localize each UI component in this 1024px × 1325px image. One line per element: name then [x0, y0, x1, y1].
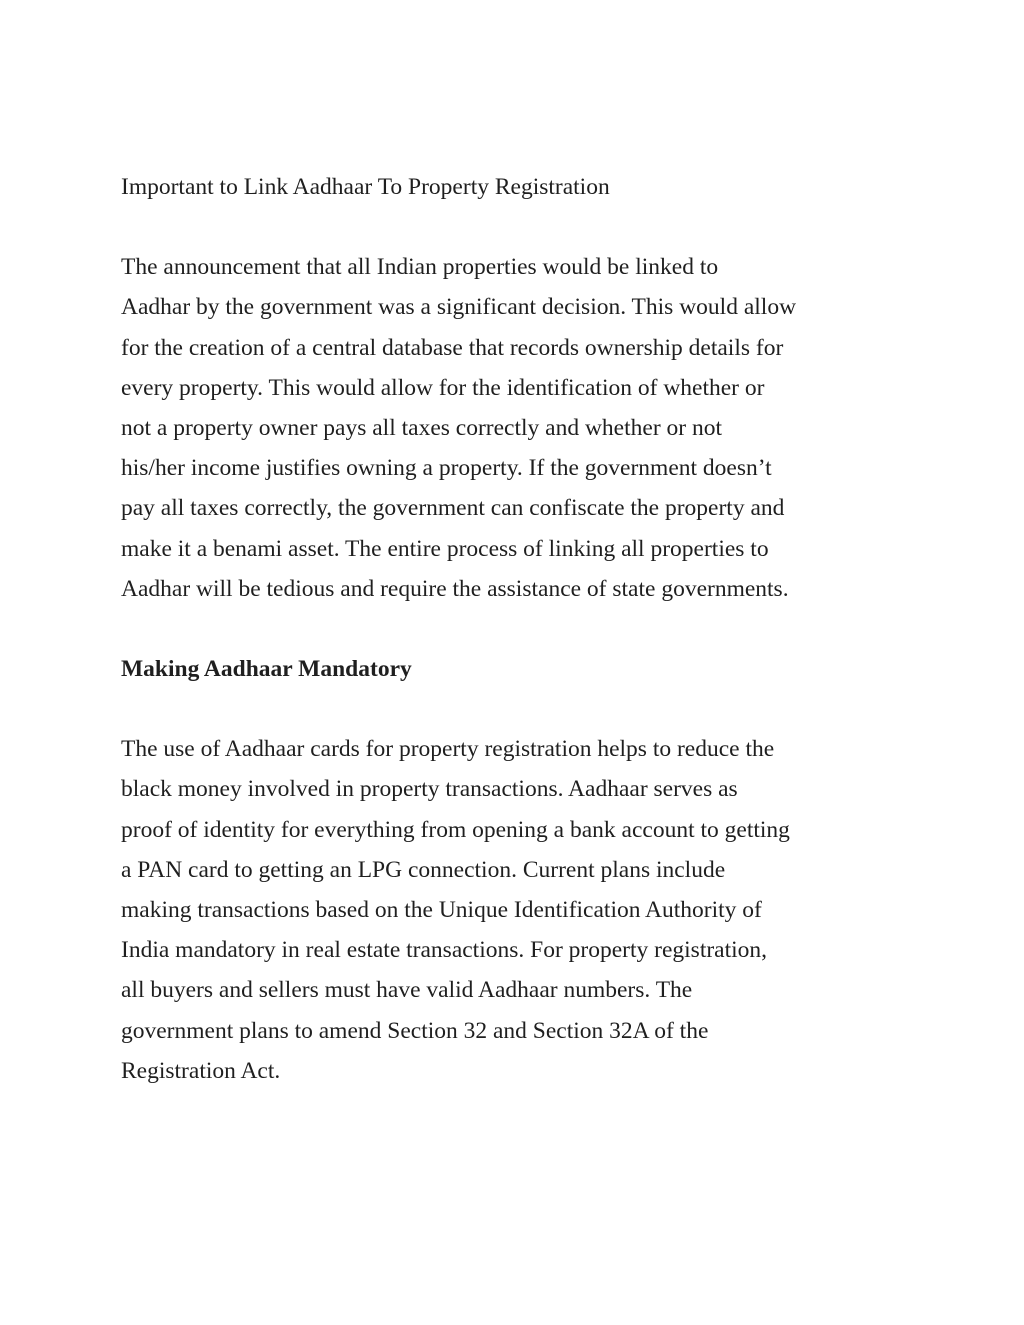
paragraph-line: black money involved in property transactions. Aadhaar serves as [121, 776, 738, 803]
paragraph-line: make it a benami asset. The entire process of linking all properties to [121, 535, 769, 562]
paragraph-line: government plans to amend Section 32 and Section 32A of the [121, 1017, 709, 1044]
paragraph-line: making transactions based on the Unique Identification Authority of [121, 897, 762, 924]
paragraph-intro [121, 247, 911, 609]
paragraph-line: The announcement that all Indian properties would be linked to [121, 254, 719, 281]
paragraph-line: for the creation of a central database that records ownership details for [121, 334, 784, 361]
document-page [121, 167, 911, 1091]
paragraph-line: Aadhar by the government was a significant decision. This would allow [121, 294, 797, 321]
paragraph-line: every property. This would allow for the identification of whether or [121, 374, 765, 401]
section-heading-text: Making Aadhaar Mandatory [121, 656, 412, 683]
paragraph-line: The use of Aadhaar cards for property registration helps to reduce the [121, 736, 775, 763]
paragraph-line: all buyers and sellers must have valid Aadhaar numbers. The [121, 977, 693, 1004]
section-heading [121, 649, 911, 689]
title-text: Important to Link Aadhaar To Property Registration [121, 174, 610, 200]
paragraph-line: not a property owner pays all taxes correctly and whether or not [121, 415, 722, 442]
paragraph-line: his/her income justifies owning a property. If the government doesn’t [121, 455, 772, 482]
paragraph-line: Aadhar will be tedious and require the assistance of state governments. [121, 575, 789, 602]
paragraph-line: India mandatory in real estate transactions. For property registration, [121, 937, 768, 964]
document-title [121, 167, 911, 207]
paragraph-line: pay all taxes correctly, the government can confiscate the property and [121, 495, 785, 522]
paragraph-line: proof of identity for everything from opening a bank account to getting [121, 816, 790, 843]
paragraph-line: a PAN card to getting an LPG connection. Current plans include [121, 856, 726, 883]
paragraph-line: Registration Act. [121, 1057, 281, 1084]
paragraph-mandatory [121, 729, 911, 1091]
